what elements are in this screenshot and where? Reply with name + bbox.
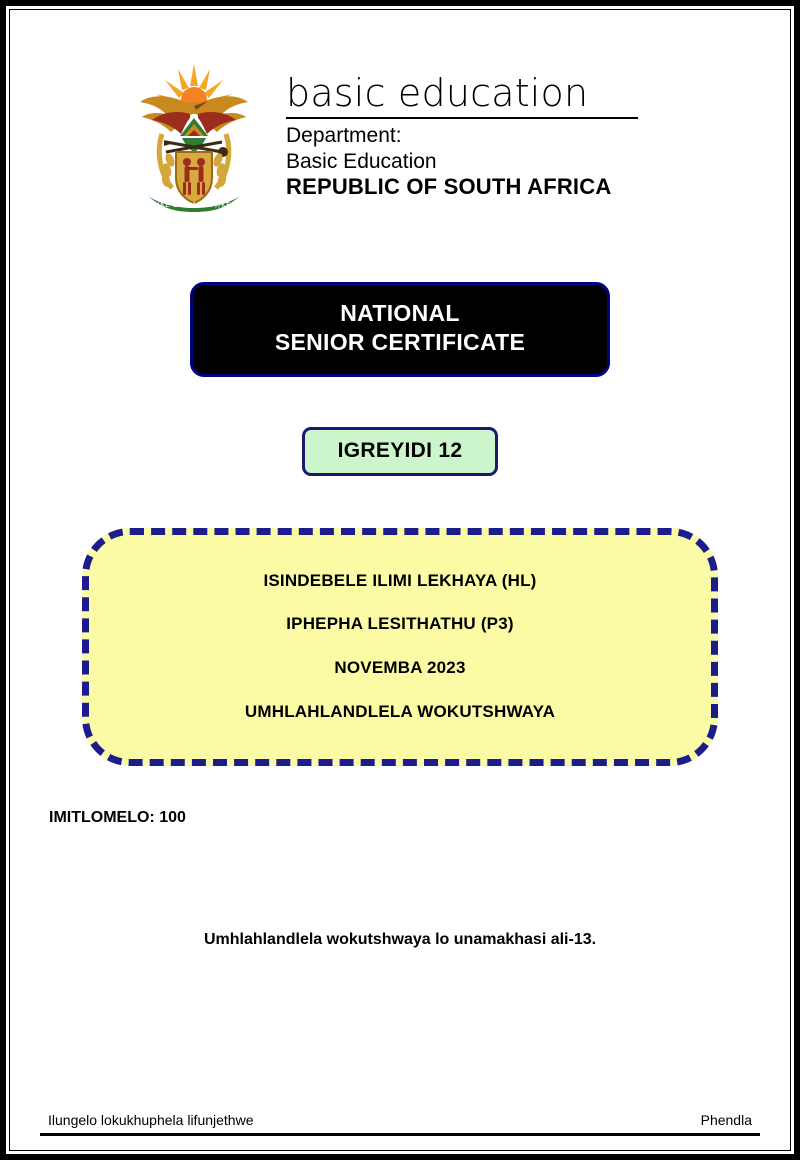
grade-label: IGREYIDI 12 xyxy=(337,438,463,462)
footer-divider xyxy=(40,1133,760,1136)
page-count-note: Umhlahlandlela wokutshwaya lo unamakhasi ali-13. xyxy=(203,931,597,949)
paper-number: IPHEPHA LESITHATHU (P3) xyxy=(286,614,514,634)
department-wordmark xyxy=(286,56,638,201)
wordmark-divider xyxy=(286,117,638,119)
svg-text:!KE E: /XARRA //KE: !KE E: /XARRA //KE xyxy=(156,201,232,209)
footer-row xyxy=(40,1112,760,1133)
paper-document-type: UMHLAHLANDLELA WOKUTSHWAYA xyxy=(244,701,556,721)
total-marks: IMITLOMELO: 100 xyxy=(49,809,186,827)
masthead xyxy=(40,6,760,220)
country-line: REPUBLIC OF SOUTH AFRICA xyxy=(286,174,612,200)
certificate-banner xyxy=(190,282,610,377)
coat-of-arms-icon xyxy=(126,56,262,220)
paper-session: NOVEMBA 2023 xyxy=(334,657,466,677)
certificate-line-1: NATIONAL xyxy=(340,300,460,326)
footer-copyright: Ilungelo lokukhuphela lifunjethwe xyxy=(48,1112,254,1128)
department-line-2: Basic Education xyxy=(286,149,437,173)
footer-turn-over: Phendla xyxy=(700,1112,752,1128)
page-footer xyxy=(40,1112,760,1136)
grade-chip xyxy=(302,427,498,476)
paper-details-box xyxy=(82,528,718,766)
certificate-line-2: SENIOR CERTIFICATE xyxy=(274,329,526,356)
wordmark-title: basic education xyxy=(286,71,589,115)
department-line-1: Department: xyxy=(286,123,402,147)
page-content xyxy=(6,6,794,1154)
paper-subject: ISINDEBELE ILIMI LEKHAYA (HL) xyxy=(263,570,537,590)
